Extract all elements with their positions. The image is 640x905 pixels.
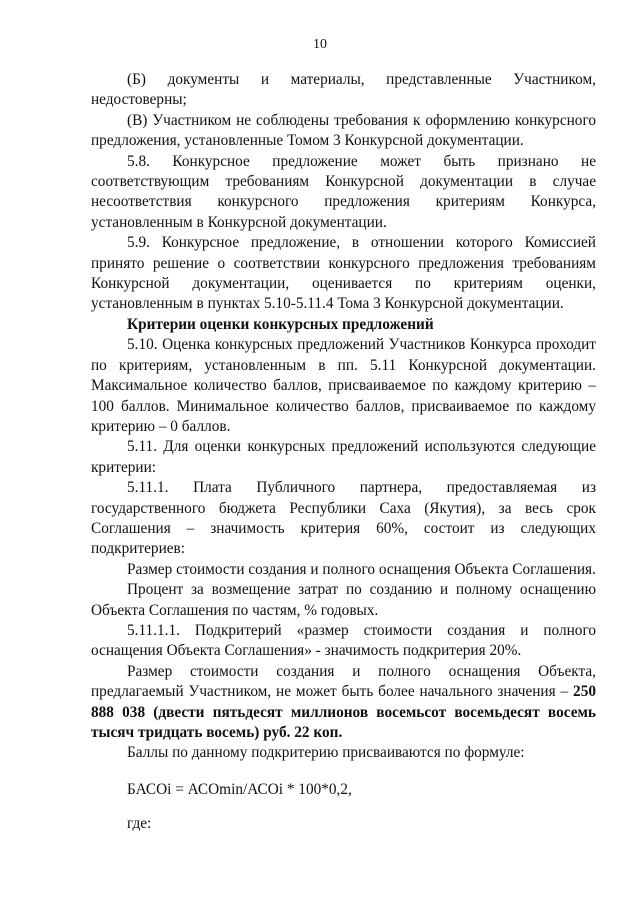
paragraph-initial-value xyxy=(91,662,596,744)
initial-value-amount: 250 888 038 (двести пятьдесят миллионов восемьсот восемьдесят восемь тысяч тридцать восемь) руб. 22 коп. xyxy=(91,683,596,741)
where-label: где: xyxy=(127,815,152,833)
paragraph-5-9: 5.9. Конкурсное предложение, в отношении которого Комиссией принято решение о соответствии конкурсного предложения требованиям Конкурсной документации, оценивается по критериям оценки, установленным в пунктах 5.10-5.11.4 Тома 3 Конкурсной документации. xyxy=(91,234,596,313)
scoring-formula: БАСОi = АСОmin/АСОi * 100*0,2, xyxy=(127,780,352,798)
section-heading: Критерии оценки конкурсных предложений xyxy=(127,315,434,333)
page-number: 10 xyxy=(313,37,327,52)
paragraph-formula-intro: Баллы по данному подкритерию присваиваются по формуле: xyxy=(127,744,525,762)
paragraph-5-8: 5.8. Конкурсное предложение может быть признано не соответствующим требованиям Конкурсной документации в случае несоответствия конкурсного предложения критериям Конкурса, установленным в Конкурсной документации. xyxy=(91,152,596,231)
paragraph-subcriterion-cost: Размер стоимости создания и полного оснащения Объекта Соглашения. xyxy=(127,560,596,578)
paragraph-5-11-1-1: 5.11.1.1. Подкритерий «размер стоимости создания и полного оснащения Объекта Соглашения» - значимость подкритерия 20%. xyxy=(91,621,596,660)
document-body xyxy=(91,70,596,835)
spacer xyxy=(91,764,596,778)
initial-value-text: Размер стоимости создания и полного оснащения Объекта, предлагаемый Участником, не может быть более начального значения – xyxy=(91,662,596,701)
paragraph-5-11-1: 5.11.1. Плата Публичного партнера, предоставляемая из государственного бюджета Республики Саха (Якутия), за весь срок Соглашения – значимость критерия 60%, состоит из следующих подкритериев: xyxy=(91,479,596,558)
paragraph-subcriterion-percent: Процент за возмещение затрат по созданию и полному оснащению Объекта Соглашения по частям, % годовых. xyxy=(91,581,596,619)
paragraph-v: (В) Участником не соблюдены требования к оформлению конкурсного предложения, установленные Томом 3 Конкурсной документации. xyxy=(91,111,596,150)
spacer xyxy=(91,800,596,814)
paragraph-5-10: 5.10. Оценка конкурсных предложений Участников Конкурса проходит по критериям, установленным в пп. 5.11 Конкурсной документации. Максимальное количество баллов, присваиваемое по каждому критерию – 100 баллов. Минимальное количество баллов, присваиваемое по каждому критерию – 0 баллов. xyxy=(91,336,596,435)
paragraph-5-11: 5.11. Для оценки конкурсных предложений используются следующие критерии: xyxy=(91,438,596,476)
paragraph-b: (Б) документы и материалы, представленные Участником, недостоверны; xyxy=(91,71,596,109)
